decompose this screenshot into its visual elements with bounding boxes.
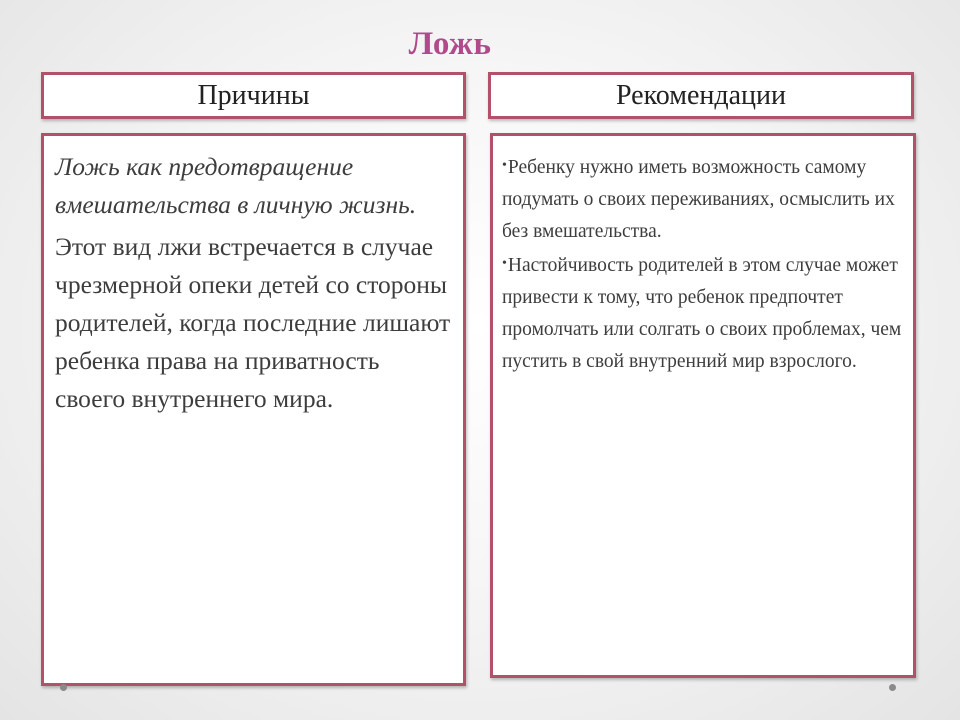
causes-header-label: Причины — [197, 79, 310, 111]
recommendations-content-box — [490, 133, 916, 678]
causes-italic-paragraph: Ложь как предотвращение вмешательства в личную жизнь. — [55, 152, 417, 219]
recommendation-item — [502, 248, 905, 378]
recommendations-header-label: Рекомендации — [615, 79, 787, 111]
bullet-icon: • — [502, 158, 507, 173]
causes-header-box — [41, 72, 466, 119]
recommendation-item — [502, 150, 905, 248]
decorative-dot-right — [889, 684, 896, 691]
causes-paragraph: Этот вид лжи встречается в случае чрезмерной опеки детей со стороны родителей, когда последние лишают ребенка права на приватность своего внутреннего мира. — [55, 232, 451, 413]
decorative-dot-left — [60, 684, 67, 691]
slide-title — [0, 26, 960, 63]
recommendation-text: Настойчивость родителей в этом случае может привести к тому, что ребенок предпочтет промолчать или солгать о своих проблемах, чем пустить в свой внутренний мир взрослого. — [502, 255, 902, 372]
slide-title-text: Ложь — [408, 26, 492, 62]
recommendations-header-box — [488, 72, 914, 119]
bullet-icon: • — [502, 256, 507, 271]
causes-content-box — [41, 133, 466, 686]
recommendation-text: Ребенку нужно иметь возможность самому подумать о своих переживаниях, осмыслить их без вмешательства. — [502, 157, 895, 242]
